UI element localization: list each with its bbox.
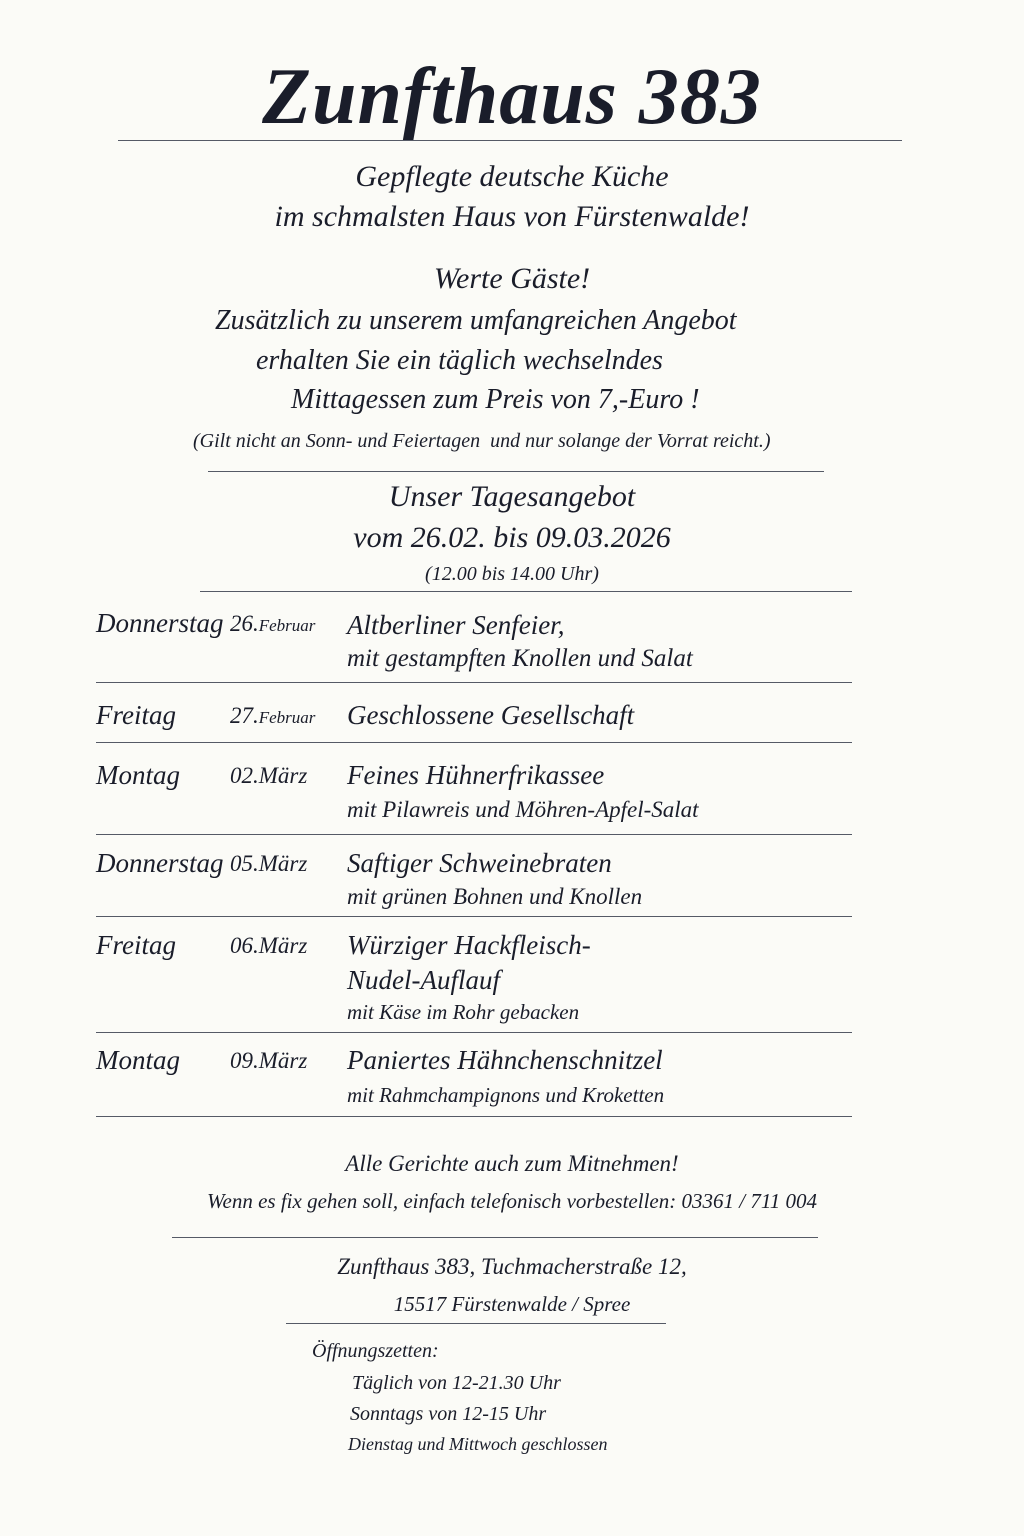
title-divider bbox=[118, 140, 902, 141]
menu-dish-side: mit grünen Bohnen und Knollen bbox=[347, 884, 643, 909]
offer-divider bbox=[200, 591, 852, 592]
menu-date: 27.Februar bbox=[230, 703, 316, 728]
address-line-2: 15517 Fürstenwalde / Spree bbox=[393, 1292, 631, 1316]
offer-time: (12.00 bis 14.00 Uhr) bbox=[425, 563, 599, 585]
menu-day: Montag bbox=[96, 1045, 180, 1075]
intro-line-1: Zusätzlich zu unserem umfangreichen Angebot bbox=[215, 305, 737, 336]
menu-day: Donnerstag bbox=[96, 848, 224, 878]
menu-dish: Feines Hühnerfrikassee bbox=[347, 760, 605, 790]
menu-dish-side: mit gestampften Knollen und Salat bbox=[347, 645, 693, 672]
menu-dish-side: mit Käse im Rohr gebacken bbox=[347, 1000, 580, 1024]
menu-dish: Geschlossene Gesellschaft bbox=[347, 700, 635, 730]
menu-day: Freitag bbox=[96, 700, 176, 730]
footer-divider bbox=[172, 1237, 818, 1238]
hours-heading: Öffnungszetten: bbox=[312, 1340, 439, 1362]
menu-dish-side: mit Pilawreis und Möhren-Apfel-Salat bbox=[347, 797, 699, 822]
menu-dish: Würziger Hackfleisch- bbox=[347, 930, 591, 960]
intro-divider bbox=[208, 471, 824, 472]
menu-date: 05.März bbox=[230, 851, 308, 876]
menu-date: 06.März bbox=[230, 933, 308, 958]
intro-note: (Gilt nicht an Sonn- und Feiertagen und nur solange der Vorrat reicht.) bbox=[193, 430, 771, 452]
hours-line-3: Dienstag und Mittwoch geschlossen bbox=[348, 1434, 608, 1454]
menu-date: 02.März bbox=[230, 763, 308, 788]
hours-line-1: Täglich von 12-21.30 Uhr bbox=[352, 1372, 561, 1394]
menu-row-divider bbox=[96, 916, 852, 917]
menu-date: 09.März bbox=[230, 1048, 308, 1073]
phone-line: Wenn es fix gehen soll, einfach telefonisch vorbestellen: 03361 / 711 004 bbox=[206, 1189, 818, 1213]
menu-row-divider bbox=[96, 742, 852, 743]
menu-row-divider bbox=[96, 682, 852, 683]
address-line-1: Zunfthaus 383, Tuchmacherstraße 12, bbox=[337, 1254, 687, 1279]
subtitle-line-1: Gepflegte deutsche Küche bbox=[355, 160, 669, 193]
menu-row-divider bbox=[96, 1116, 852, 1117]
menu-day: Montag bbox=[96, 760, 180, 790]
menu-row-divider bbox=[96, 1032, 852, 1033]
page-title: Zunfthaus 383 bbox=[262, 53, 762, 141]
subtitle-line-2: im schmalsten Haus von Fürstenwalde! bbox=[274, 200, 750, 233]
menu-date: 26.Februar bbox=[230, 611, 316, 636]
menu-dish: Paniertes Hähnchenschnitzel bbox=[347, 1045, 663, 1075]
menu-day: Freitag bbox=[96, 930, 176, 960]
intro-line-3: Mittagessen zum Preis von 7,-Euro ! bbox=[291, 384, 700, 415]
offer-heading: Unser Tagesangebot bbox=[388, 480, 636, 513]
address-divider bbox=[286, 1323, 666, 1324]
offer-period: vom 26.02. bis 09.03.2026 bbox=[353, 521, 671, 554]
menu-dish-line-2: Nudel-Auflauf bbox=[347, 965, 500, 995]
greeting: Werte Gäste! bbox=[433, 262, 591, 295]
menu-dish-side: mit Rahmchampignons und Kroketten bbox=[347, 1083, 665, 1107]
intro-line-2: erhalten Sie ein täglich wechselndes bbox=[256, 345, 663, 376]
menu-day: Donnerstag bbox=[96, 608, 224, 638]
menu-dish: Saftiger Schweinebraten bbox=[347, 848, 612, 878]
menu-row-divider bbox=[96, 834, 852, 835]
takeaway-text: Alle Gerichte auch zum Mitnehmen! bbox=[345, 1151, 679, 1176]
hours-line-2: Sonntags von 12-15 Uhr bbox=[350, 1403, 547, 1425]
menu-dish: Altberliner Senfeier, bbox=[347, 610, 565, 640]
